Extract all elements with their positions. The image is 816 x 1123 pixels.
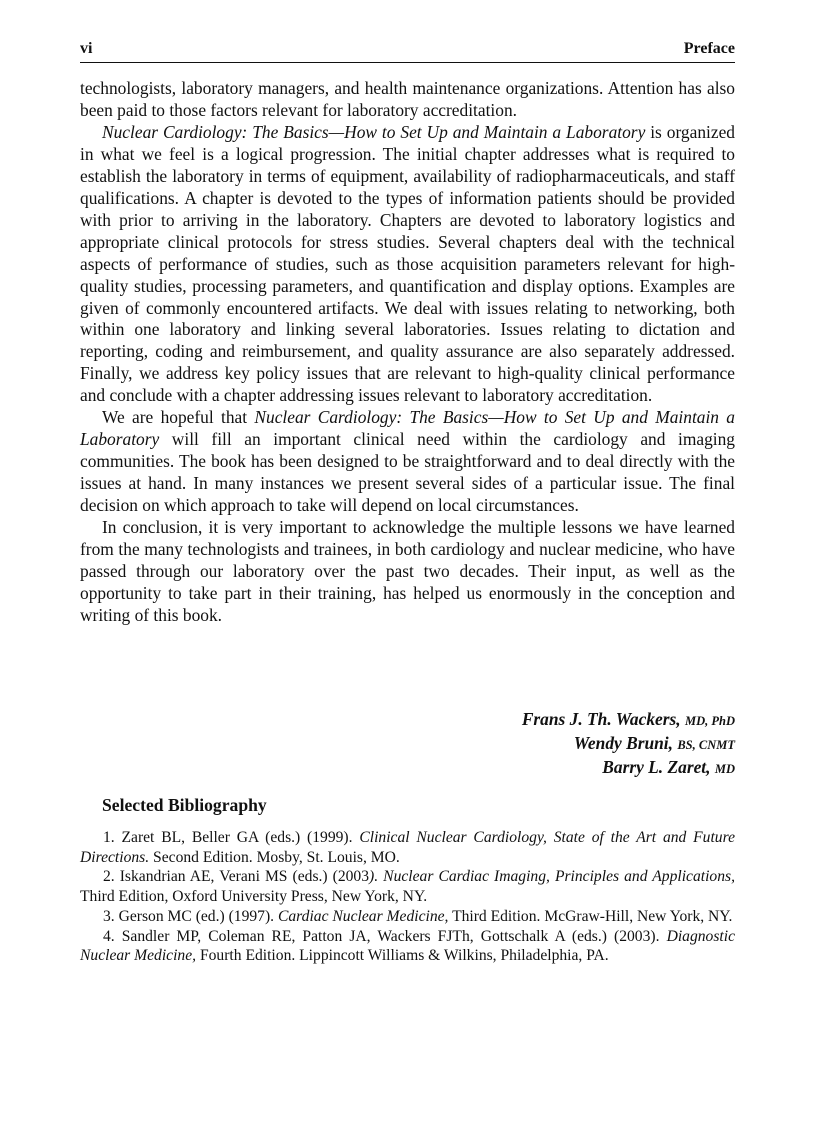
entry-title: ). Nuclear Cardiac Imaging, Principles and Applications, [369,868,735,886]
preface-body [80,78,735,627]
paragraph-1-text: technologists, laboratory managers, and health maintenance organizations. Attention has also been paid to those factors relevant for laboratory accreditation. [80,78,735,120]
author-name: Barry L. Zaret, [602,757,711,777]
entry-title: Diagnostic Nuclear Medicine, [80,927,735,965]
entry-publisher: Fourth Edition. Lippincott Williams & Wilkins, Philadelphia, PA. [196,947,609,965]
bibliography-entry [80,927,735,966]
author-name: Frans J. Th. Wackers, [521,709,681,729]
book-title: Nuclear Cardiology: The Basics—How to Set Up and Maintain a Laboratory [102,121,646,142]
signature-line [80,708,735,732]
book-title: Nuclear Cardiology: The Basics—How to Set Up and Maintain a Laboratory [80,407,736,450]
signature-line [80,756,735,780]
bibliography-entry [80,828,735,867]
entry-authors: 4. Sandler MP, Coleman RE, Patton JA, Wackers FJTh, Gottschalk A (eds.) (2003). [103,927,667,945]
author-credentials: BS, CNMT [677,738,735,752]
author-credentials: MD, PhD [684,714,735,728]
paragraph-1 [80,78,735,122]
bibliography-heading: Selected Bibliography [102,795,267,815]
paragraph-3-text: will fill an important clinical need within the cardiology and imaging communities. The book has been designed to be straightforward and to deal directly with the issues at hand. In many instances we present several sides of a particular issue. The final decision on which approach to take will depend on local circumstances. [80,429,735,516]
bibliography-entry [80,867,735,906]
page-number: vi [80,40,93,57]
author-signatures [80,708,735,780]
running-head: Preface [683,40,735,57]
paragraph-2-text: is organized in what we feel is a logical progression. The initial chapter addresses what is required to establish the laboratory in terms of equipment, availability of radiopharmaceuticals, and staff qualifications. A chapter is devoted to the types of information patients should be provided with prior to arriving in the laboratory. Chapters are devoted to laboratory logistics and appropriate clinical protocols for stress studies. Several chapters deal with the technical aspects of performance of studies, such as those acquisition parameters relevant for high-quality studies, processing parameters, and quantification and display options. Examples are given of commonly encountered artifacts. We deal with issues relating to networking, both within one laboratory and linking several laboratories. Issues relating to dictation and reporting, coding and reimbursement, and quality assurance are also separately addressed. Finally, we address key policy issues that are relevant to high-quality clinical performance and conclude with a chapter addressing issues relevant to laboratory accreditation. [80,121,735,406]
entry-authors: 3. Gerson MC (ed.) (1997). [103,907,278,925]
author-name: Wendy Bruni, [573,733,673,753]
bibliography-entry [80,907,735,927]
author-credentials: MD [714,762,735,776]
entry-publisher: Third Edition, Oxford University Press, New York, NY. [80,888,428,906]
entry-publisher: Second Edition. Mosby, St. Louis, MO. [149,848,400,866]
paragraph-3 [80,407,735,517]
entry-publisher: Third Edition. McGraw-Hill, New York, NY. [448,907,733,925]
bibliography-list [80,828,735,966]
paragraph-4 [80,517,735,627]
entry-title: Cardiac Nuclear Medicine, [277,907,449,925]
paragraph-3-lead: We are hopeful that [102,407,255,428]
entry-authors: 1. Zaret BL, Beller GA (eds.) (1999). [103,829,360,846]
paragraph-4-text: In conclusion, it is very important to acknowledge the multiple lessons we have learned from the many technologists and trainees, in both cardiology and nuclear medicine, who have passed through our laboratory over the past two decades. Their input, as well as the opportunity to take part in their training, has helped us enormously in the conception and writing of this book. [80,517,735,625]
paragraph-2 [80,122,735,407]
entry-title: Clinical Nuclear Cardiology, State of the Art and Future Directions. [80,829,735,866]
entry-authors: 2. Iskandrian AE, Verani MS (eds.) (2003 [103,868,370,886]
signature-line [80,732,735,756]
page-header [80,38,735,63]
